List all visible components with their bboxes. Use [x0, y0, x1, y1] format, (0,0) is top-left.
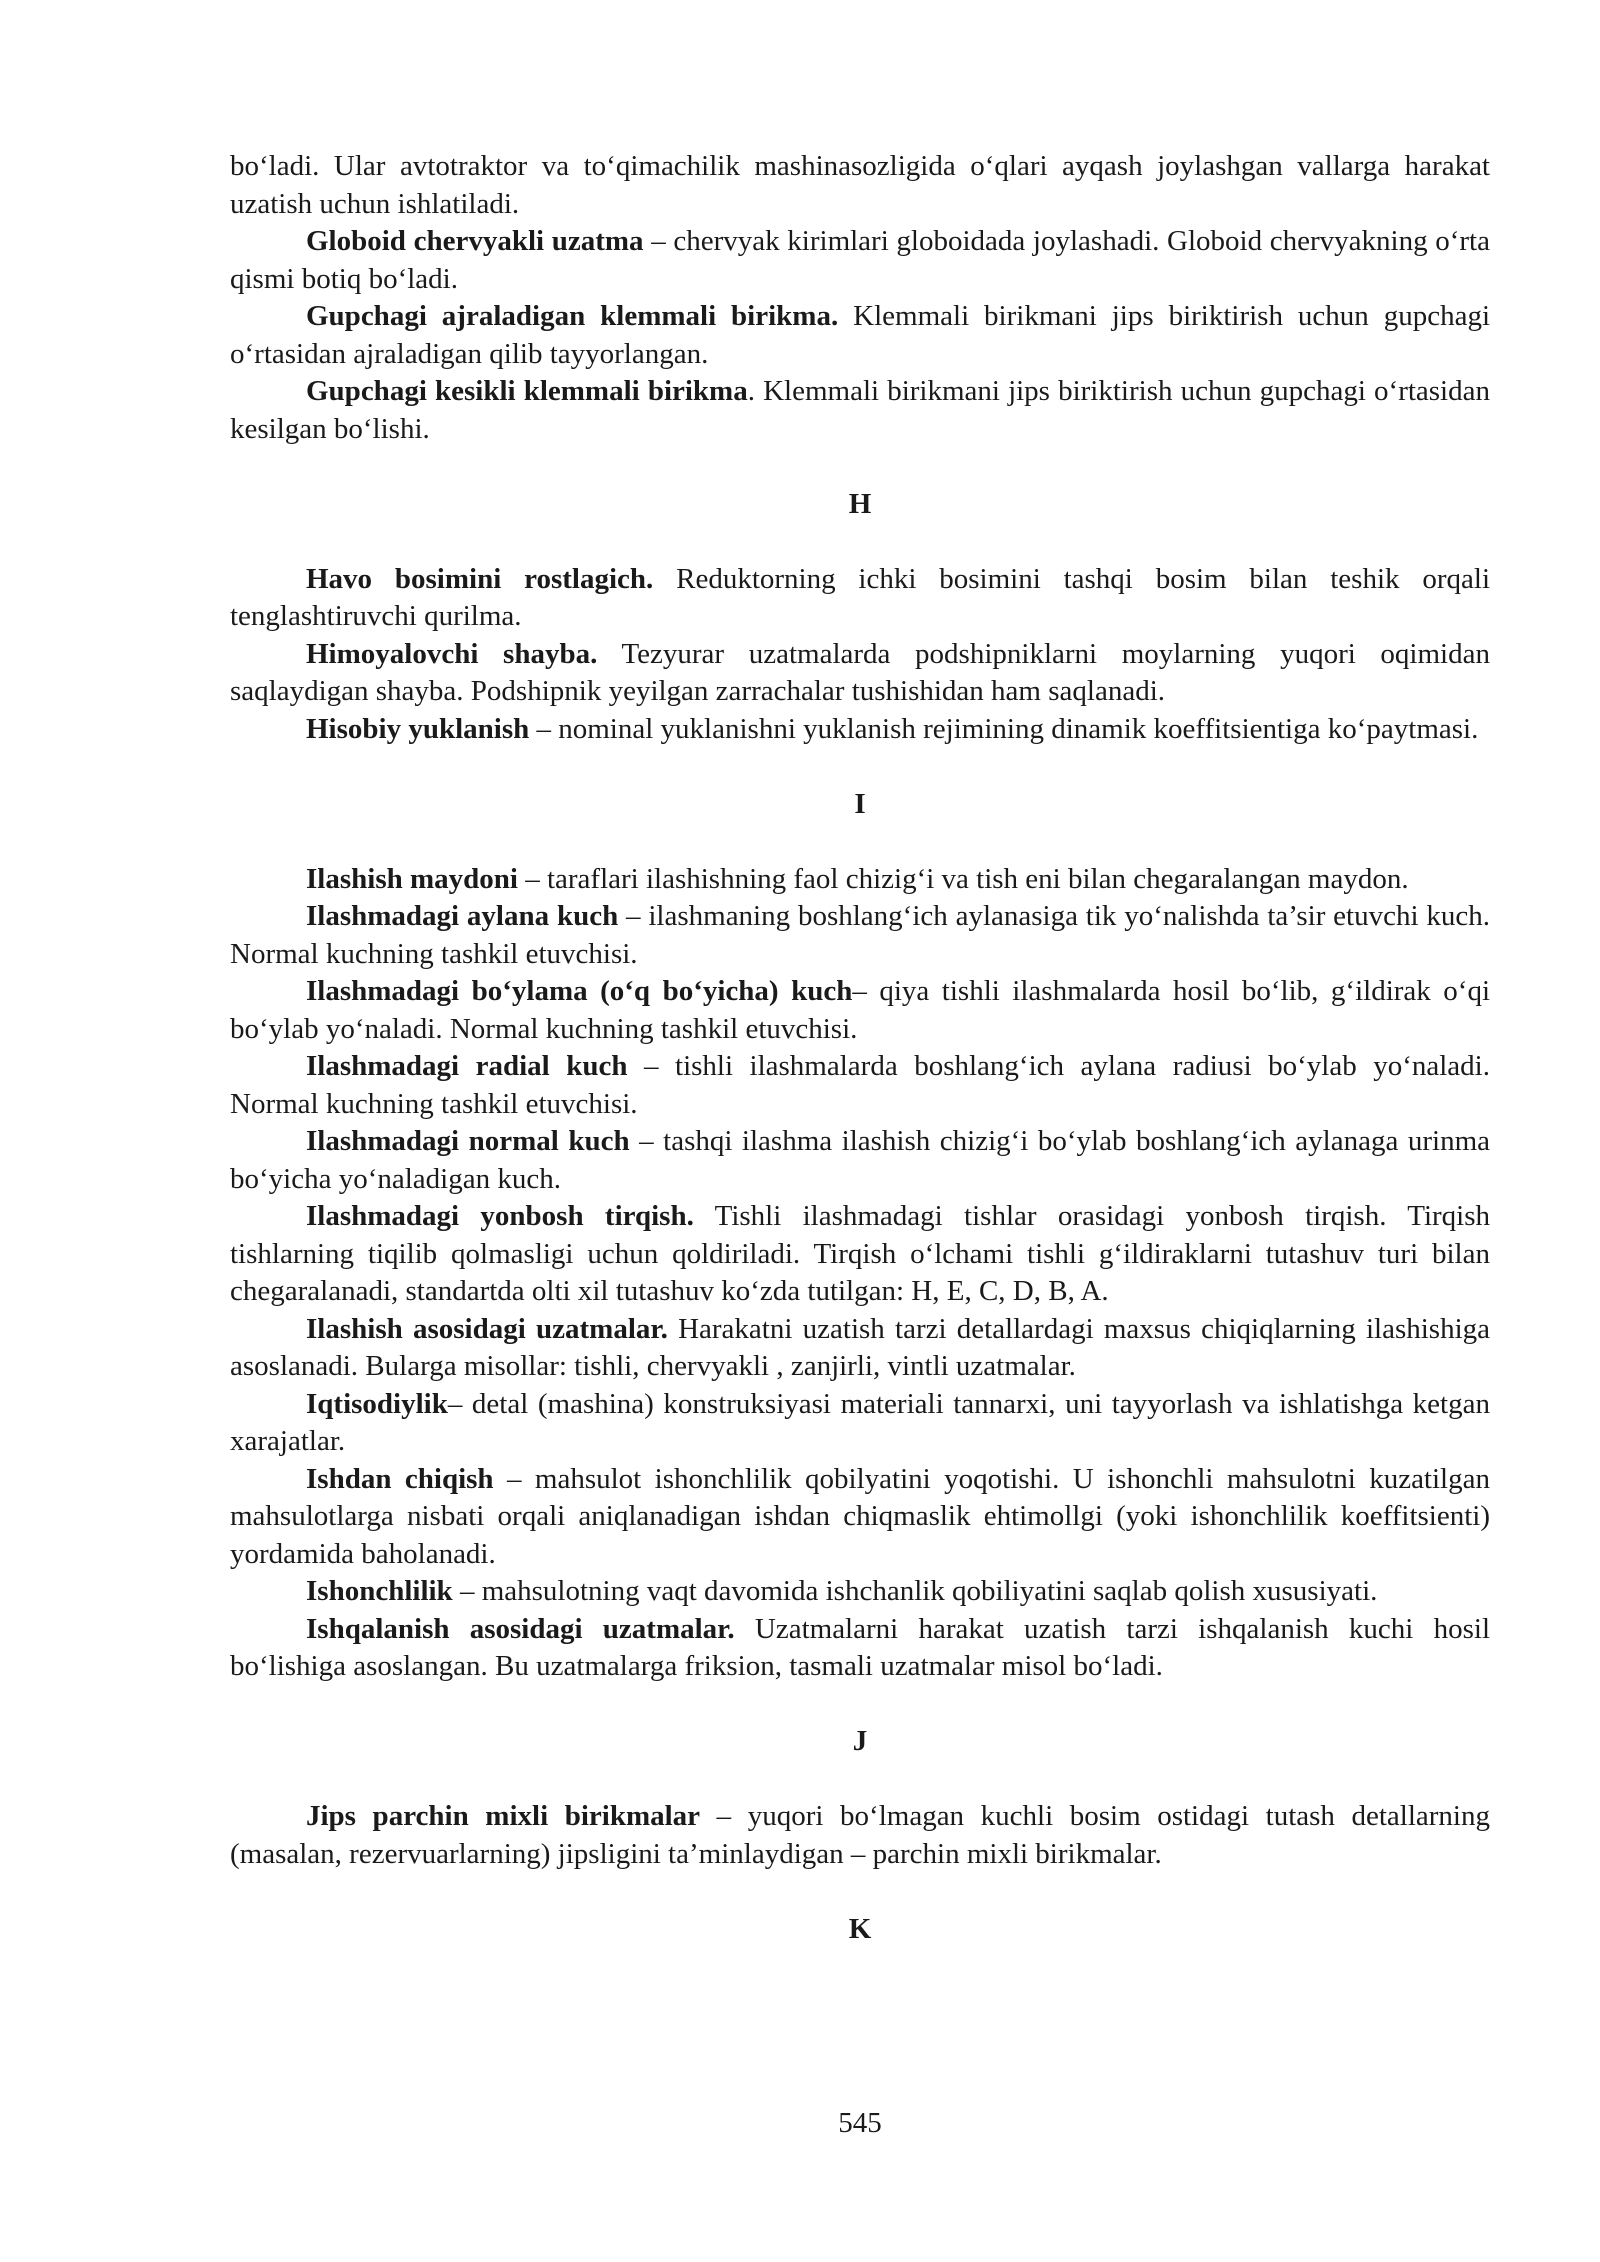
glossary-entry — [230, 1311, 1490, 1386]
entry-term: Havo bosimini rostlagich. — [306, 562, 654, 595]
entry-definition: – ilashmaning boshlang‘ich aylanasiga tik yo‘nalishda ta’sir etuvchi kuch. Normal kuchning tashkil etuvchisi. — [230, 900, 1490, 970]
entry-definition: Klemmali birikmani jips biriktirish uchun gupchagi o‘rtasidan ajraladigan qilib tayyorlangan. — [230, 300, 1490, 370]
entry-term: Ishdan chiqish — [306, 1462, 494, 1495]
glossary-entry — [230, 1048, 1490, 1123]
glossary-entry — [230, 1611, 1490, 1686]
entry-term: Ilashish asosidagi uzatmalar. — [306, 1312, 668, 1345]
entry-definition: – chervyak kirimlari globoidada joylashadi. Globoid chervyakning o‘rta qismi botiq bo‘ladi. — [230, 225, 1490, 295]
entry-definition: – yuqori bo‘lmagan kuchli bosim ostidagi tutash detallarning (masalan, rezervuarlarning) jipsligini ta’minlaydigan – parchin mixli birikmalar. — [230, 1800, 1490, 1870]
entry-term: Ishqalanish asosidagi uzatmalar. — [306, 1612, 735, 1645]
intro-paragraph: bo‘ladi. Ular avtotraktor va to‘qimachilik mashinasozligida o‘qlari ayqash joylashgan vallarga harakat uzatish uchun ishlatiladi. — [230, 150, 1490, 220]
glossary-entry — [230, 711, 1490, 749]
glossary-entry — [230, 561, 1490, 636]
entry-definition: – detal (mashina) konstruksiyasi materiali tannarxi, uni tayyorlash va ishlatishga ketgan xarajatlar. — [230, 1387, 1490, 1457]
section-letter-h: H — [848, 487, 872, 520]
glossary-entry — [230, 1198, 1490, 1311]
glossary-entry — [230, 298, 1490, 373]
page-number: 545 — [838, 2107, 882, 2139]
entry-definition: Harakatni uzatish tarzi detallardagi maxsus chiqiqlarning ilashishiga asoslanadi. Bularga misollar: tishli, chervyakli , zanjirli, vintli uzatmalar. — [230, 1312, 1491, 1382]
entry-term: Ilashish maydoni — [306, 862, 518, 895]
glossary-entry — [230, 898, 1490, 973]
entry-definition: Uzatmalarni harakat uzatish tarzi ishqalanish kuchi hosil bo‘lishiga asoslangan. Bu uzatmalarga friksion, tasmali uzatmalar misol bo‘ladi. — [230, 1612, 1490, 1682]
glossary-entry — [230, 636, 1490, 711]
entry-term: Ilashmadagi yonbosh tirqish. — [306, 1200, 694, 1232]
entry-term: Ilashmadagi bo‘ylama (o‘q bo‘yicha) kuch — [306, 975, 853, 1007]
glossary-entry — [230, 973, 1490, 1048]
glossary-entry — [230, 1123, 1490, 1198]
entry-term: Hisobiy yuklanish — [306, 712, 530, 745]
entry-definition: – nominal yuklanishni yuklanish rejimining dinamik koeffitsientiga ko‘paytmasi. — [529, 712, 1479, 745]
entry-definition: – mahsulotning vaqt davomida ishchanlik qobiliyatini saqlab qolish xususiyati. — [452, 1575, 1378, 1607]
entry-term: Himoyalovchi shayba. — [306, 637, 598, 670]
glossary-entry — [230, 373, 1490, 448]
section-letter-i: I — [854, 787, 866, 820]
entry-definition: – tashqi ilashma ilashish chizig‘i bo‘ylab boshlang‘ich aylanaga urinma bo‘yicha yo‘naladigan kuch. — [230, 1125, 1490, 1195]
page-content — [230, 148, 1490, 1948]
entry-definition: . Klemmali birikmani jips biriktirish uchun gupchagi o‘rtasidan kesilgan bo‘lishi. — [230, 375, 1490, 445]
entry-term: Ishonchlilik — [306, 1575, 453, 1607]
entry-term: Ilashmadagi normal kuch — [306, 1125, 630, 1157]
entry-definition: – mahsulot ishonchlilik qobilyatini yoqotishi. U ishonchli mahsulotni kuzatilgan mahsulotlarga nisbati orqali aniqlanadigan ishdan chiqmaslik ehtimollgi (yoki ishonchlilik koeffitsienti) yordamida baholanadi. — [230, 1462, 1490, 1570]
entry-definition: – tishli ilashmalarda boshlang‘ich aylana radiusi bo‘ylab yo‘naladi. Normal kuchning tashkil etuvchisi. — [230, 1050, 1490, 1120]
glossary-entry — [230, 223, 1490, 298]
glossary-entry — [230, 861, 1490, 899]
entry-term: Ilashmadagi radial kuch — [306, 1050, 628, 1082]
glossary-entry — [230, 1798, 1490, 1873]
glossary-entry — [230, 1386, 1490, 1461]
entry-definition: Tishli ilashmadagi tishlar orasidagi yonbosh tirqish. Tirqish tishlarning tiqilib qolmasligi uchun qoldiriladi. Tirqish o‘lchami tishli g‘ildiraklarni tutashuv turi bilan chegaralanadi, standartda olti xil tutashuv ko‘zda tutilgan: H, E, C, D, B, A. — [230, 1200, 1490, 1307]
entry-term: Gupchagi ajraladigan klemmali birikma. — [306, 300, 839, 332]
entry-definition: Reduktorning ichki bosimini tashqi bosim bilan teshik orqali tenglashtiruvchi qurilma. — [230, 562, 1490, 632]
entry-definition: – qiya tishli ilashmalarda hosil bo‘lib, g‘ildirak o‘qi bo‘ylab yo‘naladi. Normal kuchning tashkil etuvchisi. — [230, 975, 1490, 1045]
glossary-entry — [230, 1461, 1490, 1574]
entry-term: Jips parchin mixli birikmalar — [306, 1800, 701, 1832]
entry-definition: Tezyurar uzatmalarda podshipniklarni moylarning yuqori oqimidan saqlaydigan shayba. Podshipnik yeyilgan zarrachalar tushishidan ham saqlanadi. — [230, 637, 1490, 707]
entry-term: Ilashmadagi aylana kuch — [306, 900, 619, 932]
entry-term: Iqtisodiylik — [306, 1387, 448, 1420]
entry-definition: – taraflari ilashishning faol chizig‘i va tish eni bilan chegaralangan maydon. — [517, 862, 1409, 895]
entry-term: Globoid chervyakli uzatma — [306, 225, 644, 257]
section-letter-k: K — [848, 1912, 872, 1945]
section-letter-j: J — [852, 1725, 868, 1757]
glossary-entry — [230, 1573, 1490, 1611]
entry-term: Gupchagi kesikli klemmali birikma — [306, 375, 748, 407]
